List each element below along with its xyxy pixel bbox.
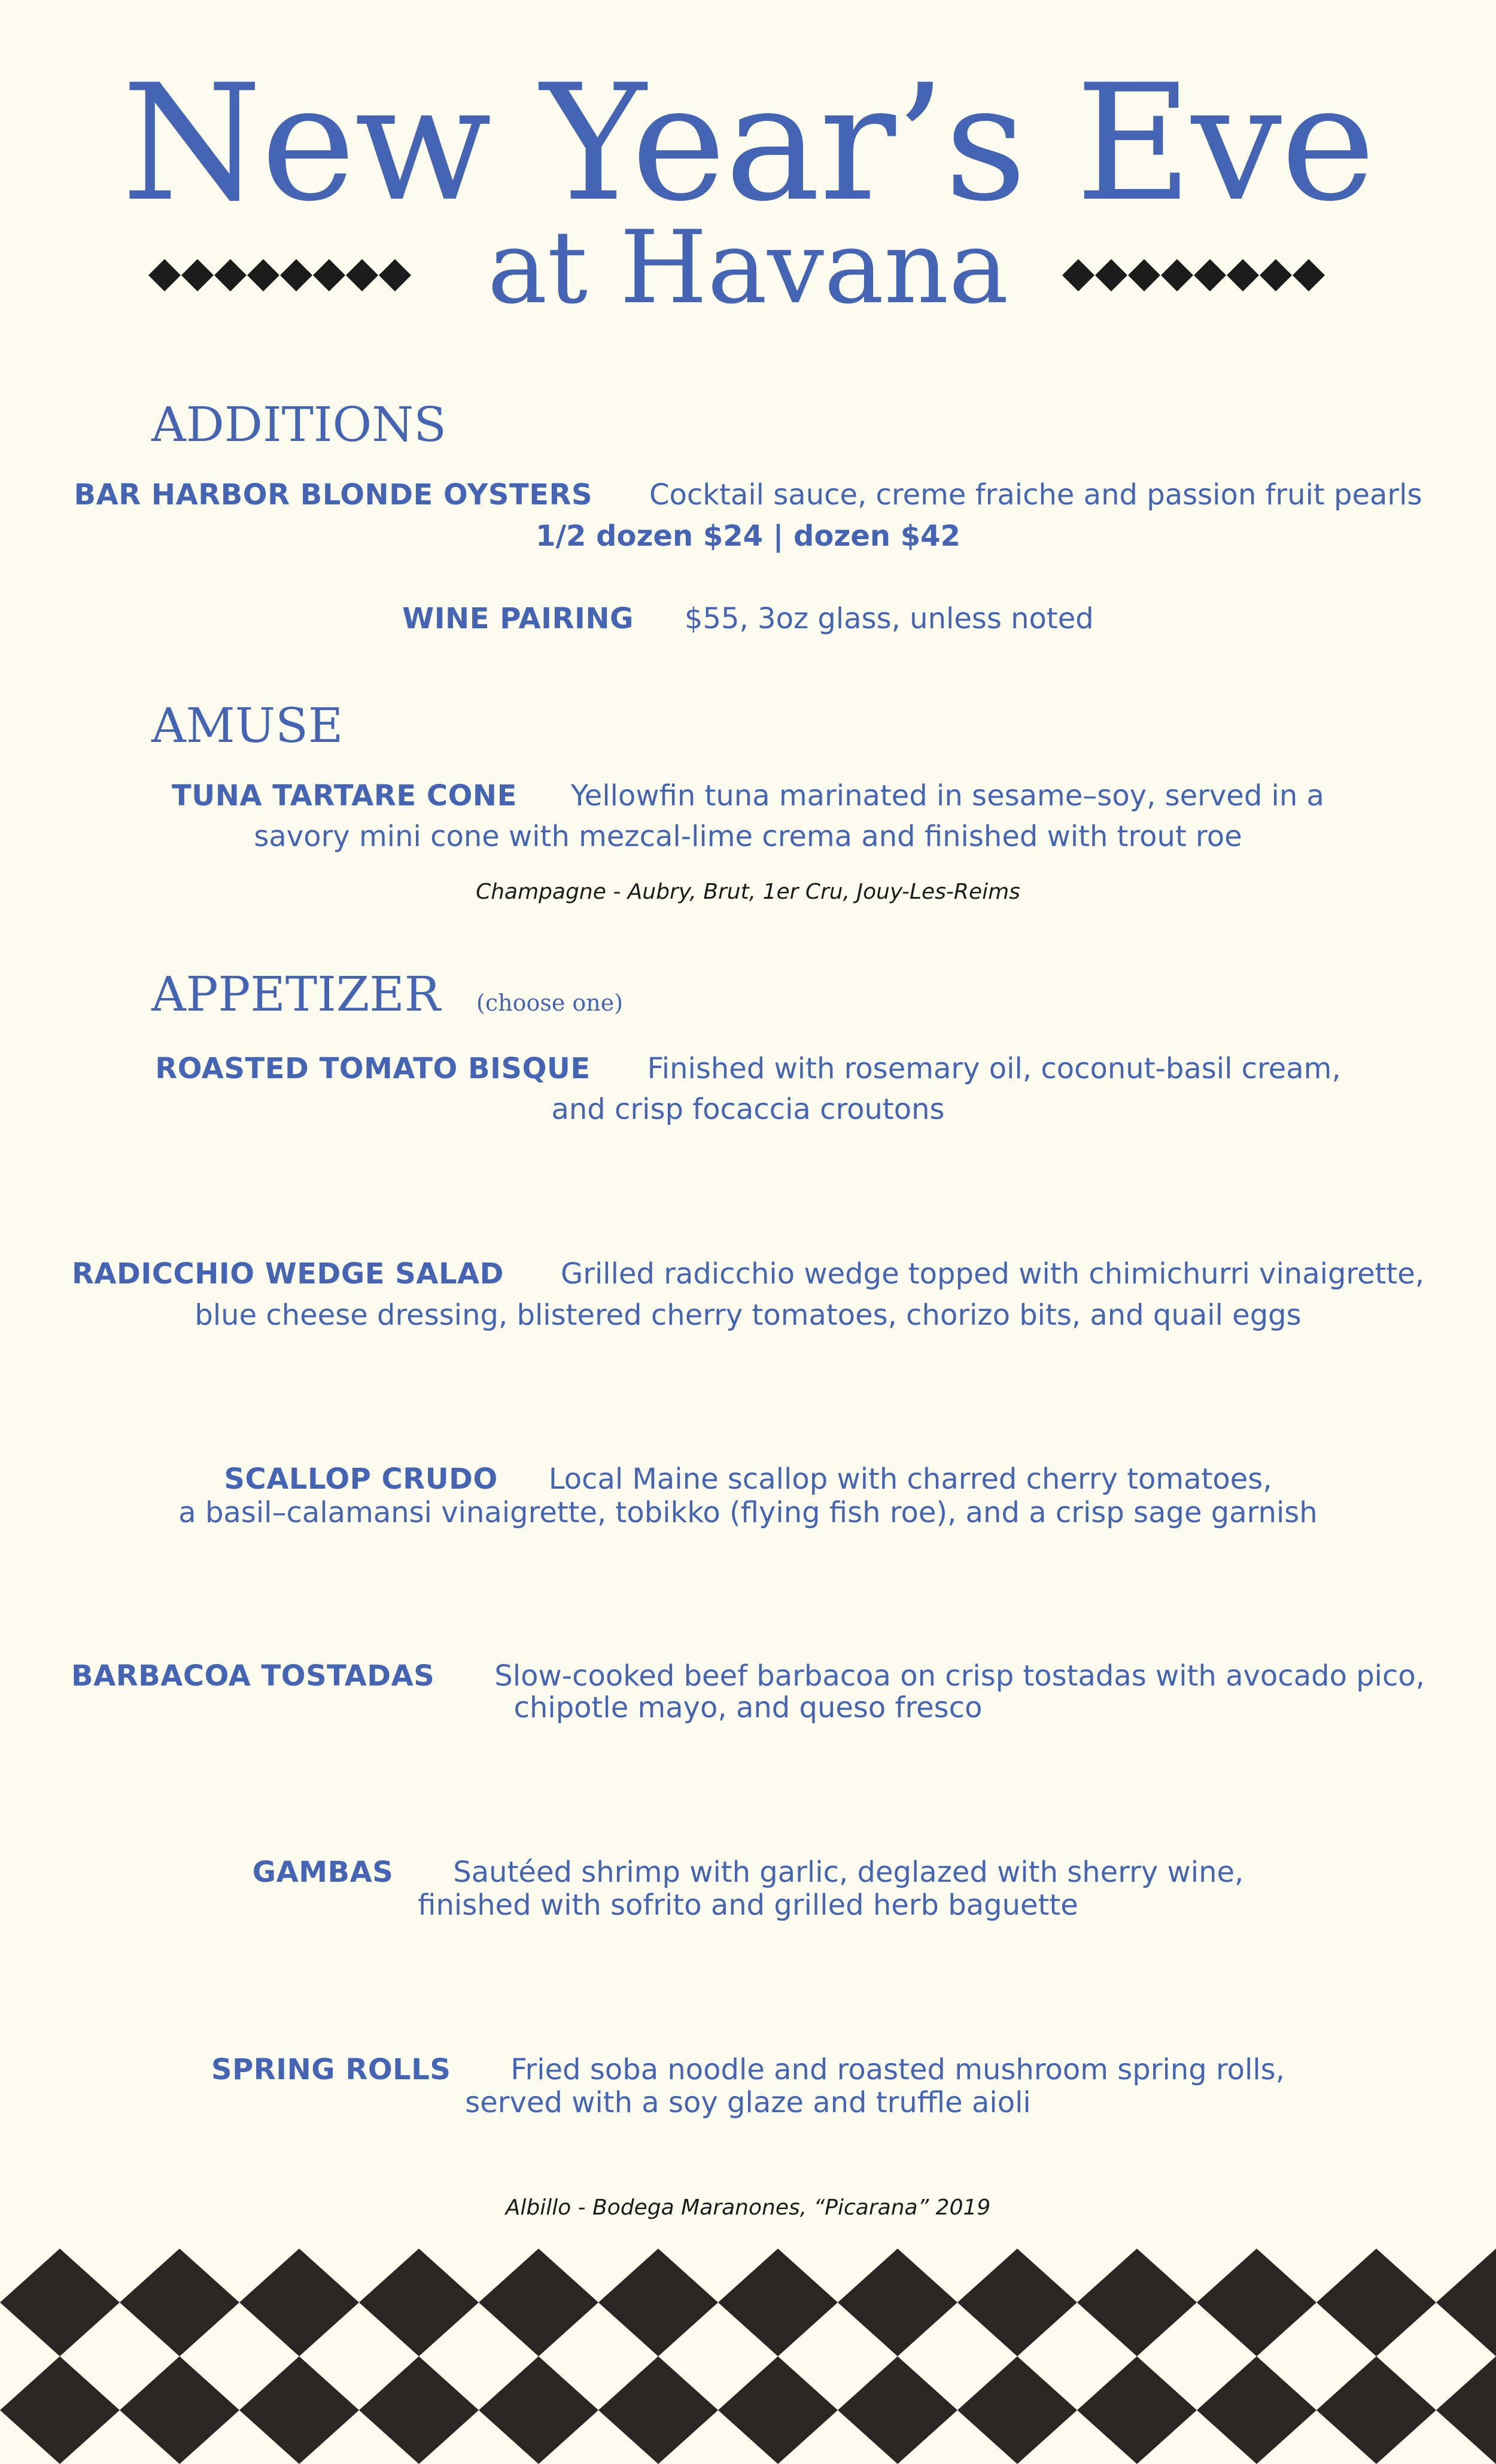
item-description: $55, 3oz glass, unless noted [684,602,1094,635]
section-heading-appetizer [151,965,623,1024]
section-heading-additions: ADDITIONS [151,397,447,452]
item-description-line2: a basil–calamansi vinaigrette, tobikko (flying fish roe), and a crisp sage garnish [178,1496,1318,1529]
item-description: Finished with rosemary oil, coconut-basil cream, [647,1052,1341,1085]
item-name: BARBACOA TOSTADAS [71,1659,435,1693]
diamond-icon [1062,259,1325,291]
menu-item-radicchio-salad [0,1254,1496,1294]
menu-item-wine-pairing [0,598,1496,639]
item-description: Sautéed shrimp with garlic, deglazed with sherry wine, [453,1855,1244,1889]
diamond-row-right [1062,254,1325,296]
wine-note-amuse: Champagne - Aubry, Brut, 1er Cru, Jouy-Les-Reims [476,880,1020,904]
item-description-line2: served with a soy glaze and truffle aioli [465,2086,1031,2119]
checkerboard-pattern [0,2249,1496,2464]
menu-item-oysters [0,474,1496,515]
item-description: Cocktail sauce, creme fraiche and passion fruit pearls [649,478,1422,512]
item-name: WINE PAIRING [402,602,634,635]
item-description: Grilled radicchio wedge topped with chimichurri vinaigrette, [561,1257,1425,1291]
menu-item-tuna-tartare [0,775,1496,816]
item-description-line2: and crisp focaccia croutons [551,1093,945,1126]
item-description-line2: chipotle mayo, and queso fresco [513,1691,983,1724]
section-heading-text: APPETIZER [151,966,441,1022]
item-description: Fried soba noodle and roasted mushroom spring rolls, [510,2053,1285,2086]
oysters-price: 1/2 dozen $24 | dozen $42 [536,519,960,553]
item-description: Yellowfin tuna marinated in sesame–soy, served in a [570,779,1324,813]
item-name: TUNA TARTARE CONE [172,779,517,813]
item-name: BAR HARBOR BLONDE OYSTERS [74,478,593,512]
page-title: New Year’s Eve [121,50,1375,237]
item-name: SPRING ROLLS [211,2053,451,2086]
item-description: Local Maine scallop with charred cherry tomatoes, [548,1462,1272,1496]
item-description-line2: finished with sofrito and grilled herb baguette [418,1888,1078,1922]
item-description: Slow-cooked beef barbacoa on crisp tostadas with avocado pico, [494,1659,1425,1693]
choose-note: (choose one) [476,990,624,1016]
item-name: SCALLOP CRUDO [224,1462,498,1496]
item-description-line2: savory mini cone with mezcal-lime crema and finished with trout roe [254,820,1242,853]
item-name: GAMBAS [252,1855,394,1889]
page-subtitle: at Havana [487,209,1009,326]
item-description-line2: blue cheese dressing, blistered cherry tomatoes, chorizo bits, and quail eggs [194,1298,1302,1332]
wine-note-appetizer: Albillo - Bodega Maranones, “Picarana” 2019 [505,2195,991,2220]
menu-item-tomato-bisque [0,1048,1496,1089]
section-heading-amuse: AMUSE [151,698,343,753]
item-name: ROASTED TOMATO BISQUE [155,1052,591,1085]
item-name: RADICCHIO WEDGE SALAD [71,1257,504,1291]
